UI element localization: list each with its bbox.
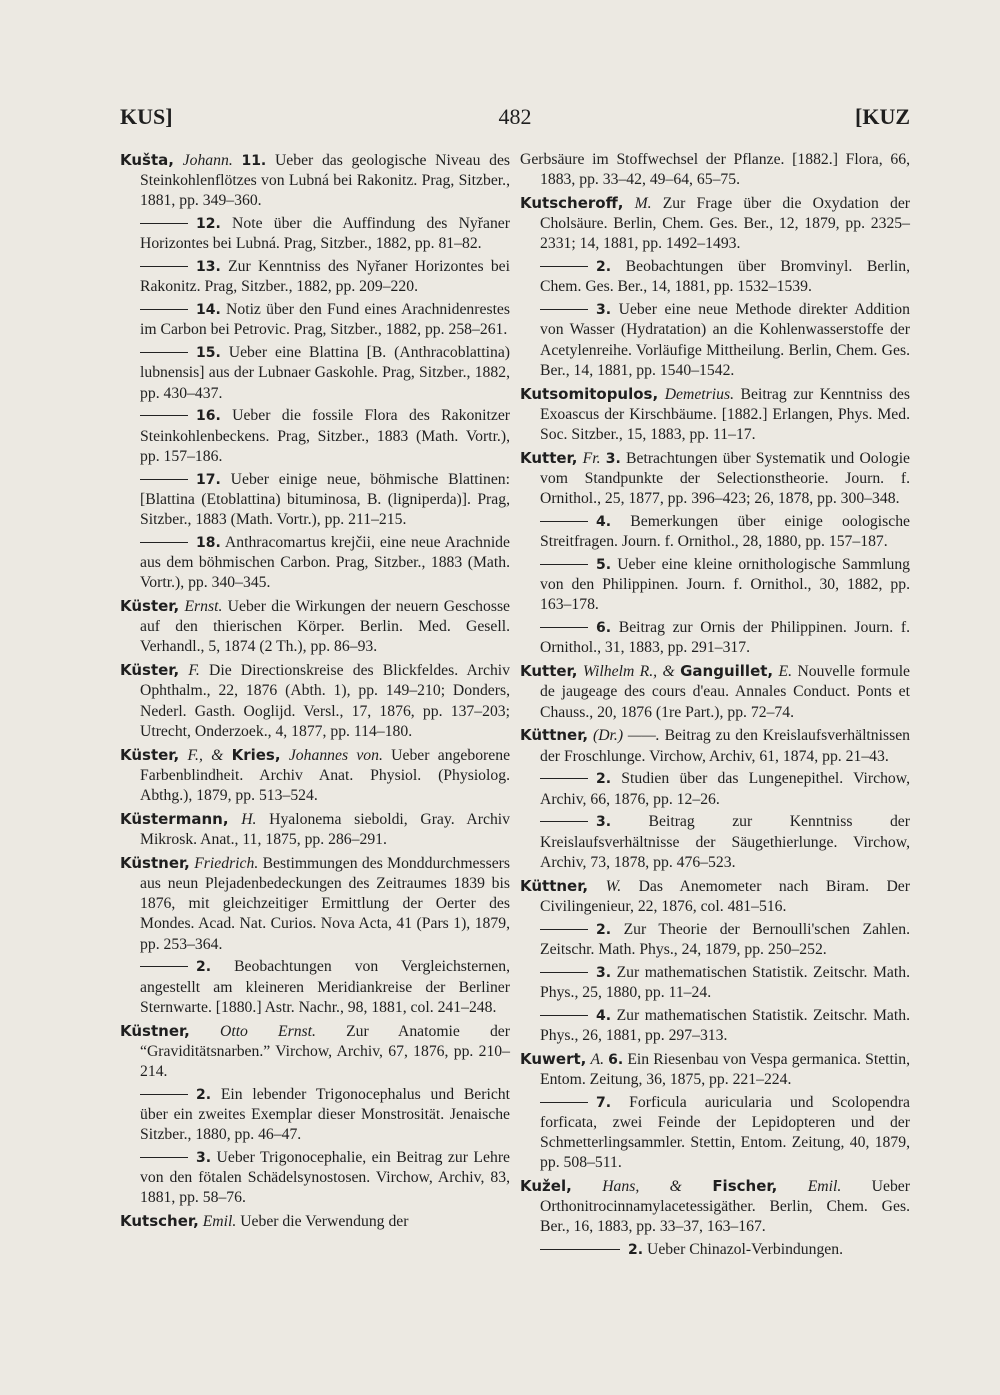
bibliography-entry: [520, 1049, 910, 1090]
bibliography-entry: [120, 1021, 510, 1083]
bibliography-subentry: [520, 257, 910, 297]
entry-text: Gerbsäure im Stoffwechsel der Pflanze. [1882.] Flora, 66, 1883, pp. 33–42, 49–64, 65–75.: [520, 151, 910, 189]
entry-number: 14.: [196, 302, 221, 319]
author-surname: Küstner,: [120, 1021, 190, 1040]
entry-text: Bemerkungen über einige oologische Streitfragen. Journ. f. Ornithol., 28, 1880, pp. 157–187.: [540, 513, 911, 551]
ditto-rule: [140, 309, 188, 310]
author-surname: Kutscheroff,: [520, 194, 624, 212]
entry-number: 12.: [196, 216, 221, 233]
running-head-left: KUS]: [120, 104, 173, 129]
left-column: [120, 150, 510, 1235]
author-surname: Kutscher,: [120, 1212, 199, 1231]
author-given-name: Fr.: [582, 449, 601, 467]
entry-number: 2.: [596, 259, 612, 276]
ditto-rule: [140, 1157, 188, 1158]
entry-text: Note über die Auffindung des Nyřaner Horizontes bei Lubná. Prag, Sitzber., 1882, pp. 81–82.: [140, 215, 510, 253]
entry-number: 17.: [196, 471, 221, 488]
entry-text: Ueber die Wirkungen der neuern Geschosse auf den thierischen Körper. Berlin. Med. Gesell. Verhandl., 5, 1874 (2 Th.), pp. 86–93.: [140, 598, 511, 656]
bibliography-subentry: [520, 1240, 910, 1260]
entry-text: Forficula auricularia und Scolopendra forficata, zwei Feinde der Lepidopteren und der Schmetterlingsammler. Stettin, Entom. Zeitung, 40, 1879, pp. 508–511.: [540, 1093, 910, 1172]
ditto-rule: [540, 1015, 588, 1016]
ditto-rule: [140, 966, 188, 967]
entry-text: Beobachtungen von Vergleichsternen, angestellt am kleineren Meridiankreise der Berliner Sternwarte. [1880.] Astr. Nachr., 98, 1881, col. 241–248.: [140, 958, 511, 1016]
entry-number: 2.: [596, 921, 612, 938]
bibliography-subentry: [120, 1148, 510, 1209]
entry-number: 3.: [605, 450, 621, 467]
entry-number: 15.: [196, 345, 221, 362]
running-head-right: [KUZ: [855, 104, 910, 129]
entry-text: Zur Frage über die Oxydation der Cholsäure. Berlin, Chem. Ges. Ber., 12, 1879, pp. 2325–2331; 14, 1881, pp. 1492–1493.: [540, 195, 911, 253]
right-column: [520, 150, 910, 1263]
bibliography-subentry: [520, 812, 910, 873]
entry-number: 16.: [196, 408, 221, 425]
author-given-name: Friedrich.: [194, 854, 259, 872]
entry-number: 3.: [596, 814, 612, 831]
page-header: [120, 104, 910, 138]
bibliography-subentry: [120, 533, 510, 594]
author-given-name: Johann.: [182, 152, 233, 169]
author-given-name: Demetrius.: [664, 385, 734, 403]
author-given-name: W.: [605, 877, 622, 895]
entry-text: Ueber eine kleine ornithologische Sammlung von den Philippinen. Journ. f. Ornithol., 30, 1882, pp. 163–178.: [540, 556, 911, 614]
ditto-rule: [540, 266, 588, 267]
author-given-name: F.: [188, 662, 200, 680]
ditto-rule: [540, 778, 588, 779]
entry-text: Ueber die Verwendung der: [240, 1213, 409, 1231]
entry-number: 6.: [596, 620, 612, 637]
entry-number: 3.: [596, 964, 612, 981]
entry-text: Zur Theorie der Bernoulli'schen Zahlen. Zeitschr. Math. Phys., 24, 1879, pp. 250–252.: [540, 920, 910, 958]
author-surname: Küster,: [120, 745, 180, 764]
entry-number: 2.: [196, 1086, 212, 1103]
ditto-rule: [140, 542, 188, 543]
author-given-name: M.: [634, 195, 652, 212]
author-given-name: Wilhelm R., &: [582, 663, 675, 681]
entry-text: Beobachtungen über Bromvinyl. Berlin, Chem. Ges. Ber., 14, 1881, pp. 1532–1539.: [540, 258, 910, 296]
bibliography-subentry: [520, 1093, 910, 1174]
entry-text: Das Anemometer nach Biram. Der Civilingenieur, 22, 1876, col. 481–516.: [540, 877, 910, 915]
bibliography-entry: [520, 384, 910, 446]
coauthor-surname: Fischer,: [712, 1177, 778, 1196]
entry-text: Zur mathematischen Statistik. Zeitschr. Math. Phys., 25, 1880, pp. 11–24.: [540, 963, 911, 1001]
bibliography-entry: [120, 745, 510, 807]
author-surname: Kutsomitopulos,: [520, 384, 659, 403]
ditto-rule: [540, 309, 588, 310]
entry-text: Studien über das Lungenepithel. Virchow, Archiv, 66, 1876, pp. 12–26.: [540, 770, 911, 808]
author-given-name: F., &: [187, 746, 224, 764]
ditto-rule: [540, 1102, 588, 1103]
author-given-name: Otto Ernst.: [220, 1022, 316, 1040]
entry-text: Ein lebender Trigonocephalus und Bericht über ein zweites Exemplar dieser Monstrosität. Jenaische Sitzber., 1880, pp. 46–47.: [140, 1085, 510, 1144]
bibliography-subentry: [520, 618, 910, 658]
entry-text: Ueber einige neue, böhmische Blattinen: [Blattina (Etoblattina) bituminosa, B. (ligniperda)]. Prag, Sitzber., 1883 (Math. Vortr.), pp. 211–215.: [140, 470, 511, 529]
author-surname: Küster,: [120, 597, 180, 616]
bibliography-entry: [520, 661, 910, 723]
entry-text: Anthracomartus krejčii, eine neue Arachnide aus dem böhmischen Carbon. Prag, Sitzber., 1883 (Math. Vortr.), pp. 340–345.: [140, 533, 510, 592]
ditto-rule: [140, 352, 188, 353]
bibliography-subentry: [520, 920, 910, 960]
ditto-rule: [540, 972, 588, 973]
entry-text: Die Directionskreise des Blickfeldes. Archiv Ophthalm., 22, 1876 (Abth. 1), pp. 149–210; Donders, Nederl. Gasth. Ooglijd. Versl., 17, 1876, pp. 137–203; Utrecht, Onderzoek., 4, 1877, pp. 114–180.: [140, 662, 511, 740]
entry-text: Nouvelle formule de jaugeage des cours d'eau. Annales Conduct. Ponts et Chauss., 20, 1876 (1re Part.), pp. 72–74.: [540, 663, 911, 721]
ditto-rule: [140, 415, 188, 416]
author-surname: Küster,: [120, 661, 180, 680]
ditto-rule: [140, 1094, 188, 1095]
author-surname: Küstner,: [120, 853, 190, 872]
bibliography-subentry: [520, 769, 910, 809]
entry-text: Ueber Orthonitrocinnamylacetessigäther. Berlin, Chem. Ges. Ber., 16, 1883, pp. 33–37, 163–167.: [540, 1178, 910, 1236]
entry-text: Zur Kenntniss des Nyřaner Horizontes bei Rakonitz. Prag, Sitzber., 1882, pp. 209–220.: [140, 258, 510, 296]
bibliography-entry: [120, 853, 510, 955]
author-given-name: Ernst.: [184, 598, 223, 616]
entry-number: 5.: [596, 557, 612, 574]
ditto-rule: [540, 1249, 620, 1250]
entry-number: 6.: [608, 1051, 624, 1068]
bibliography-subentry: [520, 512, 910, 552]
entry-text: Beitrag zur Kenntniss der Kreislaufsverhältnisse der Säugethierlunge. Virchow, Archiv, 73, 1878, pp. 476–523.: [540, 813, 910, 871]
author-surname: Kuwert,: [520, 1049, 587, 1068]
author-surname: Kutter,: [520, 662, 578, 681]
bibliography-subentry: [120, 1085, 510, 1146]
entry-number: 2.: [596, 771, 612, 788]
author-surname: Kužel,: [520, 1177, 572, 1196]
entry-text: Betrachtungen über Systematik und Oologie vom Standpunkte der Selectionstheorie. Journ. f. Ornithol., 25, 1877, pp. 396–423; 26, 1878, pp. 300–348.: [540, 449, 911, 508]
ditto-rule: [540, 627, 588, 628]
bibliography-entry: [520, 1176, 910, 1238]
entry-number: 11.: [241, 153, 267, 169]
author-given-name: Hans, &: [602, 1178, 682, 1196]
bibliography-entry: [520, 193, 910, 255]
entry-text: Ueber Chinazol-Verbindungen.: [646, 1241, 844, 1259]
page-number: 482: [498, 104, 532, 129]
coauthor-given-name: E.: [778, 663, 793, 681]
author-surname: Küttner,: [520, 876, 589, 895]
entry-text: Ueber angeborene Farbenblindheit. Archiv Anat. Physiol. (Physiolog. Abthg.), 1879, pp. 513–524.: [140, 746, 511, 805]
bibliography-subentry: [520, 555, 910, 616]
entry-number: 4.: [596, 514, 612, 531]
entry-text: Beitrag zu den Kreislaufsverhältnissen der Froschlunge. Virchow, Archiv, 61, 1874, pp. 21–43.: [540, 727, 911, 765]
bibliography-entry: [520, 448, 910, 510]
bibliography-subentry: [120, 957, 510, 1018]
entry-text: Ueber die fossile Flora des Rakonitzer Steinkohlenbeckens. Prag, Sitzber., 1883 (Math. Vortr.), pp. 157–186.: [140, 407, 511, 465]
bibliography-subentry: [520, 300, 910, 381]
coauthor-given-name: Johannes von.: [288, 746, 383, 764]
bibliography-subentry: [120, 214, 510, 254]
bibliography-subentry: [120, 343, 510, 404]
entry-text: Beitrag zur Ornis der Philippinen. Journ. f. Ornithol., 31, 1883, pp. 291–317.: [540, 619, 910, 657]
author-given-name: A.: [590, 1050, 604, 1068]
ditto-rule: [140, 266, 188, 267]
bibliography-entry: [120, 660, 510, 742]
ditto-rule: [140, 223, 188, 224]
bibliography-subentry: [120, 300, 510, 340]
entry-text: Hyalonema sieboldi, Gray. Archiv Mikrosk. Anat., 11, 1875, pp. 286–291.: [140, 810, 510, 849]
bibliography-subentry: [120, 406, 510, 467]
bibliography-subentry: [520, 963, 910, 1003]
entry-text: Ueber eine Blattina [B. (Anthracoblattina) lubnensis] aus der Lubnaer Gaskohle. Prag, Sitzber., 1882, pp. 430–437.: [140, 344, 510, 402]
entry-text: Ueber Trigonocephalie, ein Beitrag zur Lehre von den fötalen Schädelsynostosen. Virchow, Archiv, 83, 1881, pp. 58–76.: [140, 1149, 510, 1207]
entry-number: 3.: [596, 302, 612, 319]
author-given-name: (Dr.) ——.: [592, 727, 660, 745]
entry-text: Ueber eine neue Methode direkter Addition von Wasser (Hydratation) an die Kohlenwasserstoffe der Acetylenreihe. Vorläufige Mittheilung. Berlin, Chem. Ges. Ber., 14, 1881, pp. 1540–1542.: [540, 301, 910, 379]
ditto-rule: [540, 929, 588, 930]
author-surname: Kutter,: [520, 448, 578, 467]
bibliography-entry: [120, 596, 510, 658]
ditto-rule: [140, 479, 188, 480]
author-surname: Küstermann,: [120, 809, 229, 828]
bibliography-subentry: [120, 257, 510, 297]
entry-text: Ein Riesenbau von Vespa germanica. Stettin, Entom. Zeitung, 36, 1875, pp. 221–224.: [540, 1050, 911, 1088]
author-surname: Kušta,: [120, 151, 174, 169]
entry-number: 7.: [596, 1094, 612, 1111]
entry-number: 2.: [628, 1242, 644, 1259]
bibliography-subentry: [520, 1006, 910, 1046]
author-given-name: H.: [241, 810, 257, 828]
coauthor-given-name: Emil.: [807, 1178, 842, 1196]
entry-number: 13.: [196, 259, 221, 276]
bibliography-entry: [520, 725, 910, 766]
entry-text: Zur mathematischen Statistik. Zeitschr. Math. Phys., 26, 1881, pp. 297–313.: [540, 1006, 911, 1044]
author-given-name: Emil.: [202, 1213, 237, 1231]
entry-text: Bestimmungen des Monddurchmessers aus neun Plejadenbedeckungen des Zeitraumes 1839 bis 1876, mit gleichzeitiger Ermittlung der Oerter des Mondes. Acad. Nat. Curios. Nova Acta, 41 (Pars 1), 1879, pp. 253–364.: [140, 854, 511, 953]
ditto-rule: [540, 564, 588, 565]
bibliography-entry: [120, 1211, 510, 1232]
bibliography-entry: [120, 150, 510, 212]
entry-number: 2.: [196, 959, 212, 976]
entry-text: Notiz über den Fund eines Arachnidenrestes im Carbon bei Petrovic. Prag, Sitzber., 1882, pp. 258–261.: [140, 301, 510, 339]
entry-number: 4.: [596, 1007, 612, 1024]
entry-text: Ueber das geologische Niveau des Steinkohlenflötzes von Lubná bei Rakonitz. Prag, Sitzber., 1881, pp. 349–360.: [140, 152, 511, 210]
ditto-rule: [540, 821, 588, 822]
coauthor-surname: Kries,: [231, 745, 281, 764]
entry-number: 3.: [196, 1150, 212, 1167]
entry-continuation: [520, 150, 910, 190]
author-surname: Küttner,: [520, 726, 589, 745]
bibliography-subentry: [120, 470, 510, 531]
bibliography-entry: [120, 809, 510, 850]
entry-text: Beitrag zur Kenntniss des Exoascus der Kirschbäume. [1882.] Erlangen, Phys. Med. Soc. Sitzber., 15, 1883, pp. 11–17.: [540, 385, 910, 444]
bibliography-entry: [520, 876, 910, 917]
coauthor-surname: Ganguillet,: [680, 662, 774, 681]
entry-number: 18.: [196, 534, 221, 551]
ditto-rule: [540, 521, 588, 522]
entry-text: Zur Anatomie der “Graviditätsnarben.” Virchow, Archiv, 67, 1876, pp. 210–214.: [140, 1022, 510, 1081]
